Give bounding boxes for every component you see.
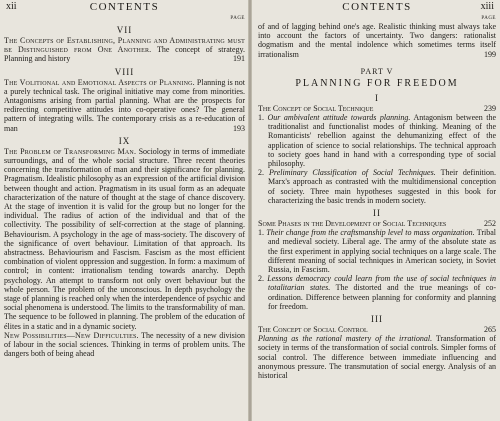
item-text: Transformation of society in terms of the transformation of social controls. Simpler forms of social control. The difference between immediate influencing and anonymous pressure. The transmutation of social energy. Analysis of an historical (258, 334, 496, 381)
section-number: III (371, 314, 383, 325)
item-text: Tribal and medieval society. Liberal age. The army of the absolute state as the first experiment in applying social techniques on a large scale. The different meaning of social techniques in American society, in Soviet Russia, in Fascism. (268, 228, 497, 275)
section-heading (258, 104, 496, 113)
part-title: PLANNING FOR FREEDOM (295, 77, 459, 89)
section-item (258, 168, 496, 205)
item-number: 1. (258, 228, 264, 238)
section-page-ref: 265 (484, 325, 496, 335)
right-page-number: xiii (480, 1, 494, 12)
chapter-number: VII (116, 25, 133, 35)
chapter-description: Planning is not a purely technical task. The original initiative may come from minorities. Antagonisms arising from partial planning. What are the prospects for redirecting competitive attitudes into co-operative ones? The general pattern of integrating wills. The contemporary crisis as a re-education of man (4, 77, 245, 133)
chapter-description: The necessity of a new division of labour in the social sciences. Thinking in terms of problem units. The dangers both of being ahead (4, 330, 245, 359)
right-page (252, 0, 500, 421)
section-i (258, 93, 496, 205)
chapter-title: The Problem of Transforming Man. (4, 146, 137, 156)
continuation-page-ref: 199 (484, 49, 496, 59)
item-number: 1. (258, 113, 264, 123)
chapter-title: The Volitional and Emotional Aspects of Planning. (4, 77, 195, 87)
page-column-label: PAGE (481, 16, 496, 21)
continuation-entry (258, 22, 496, 59)
left-page (0, 0, 248, 421)
section-page-ref: 239 (484, 103, 496, 113)
part-label: PART V (360, 66, 394, 76)
left-running-head (4, 0, 245, 16)
item-number: 2. (258, 168, 264, 178)
item-lead: Preliminary Classification of Social Techniques. (269, 168, 436, 178)
section-item (258, 113, 496, 168)
item-lead: Planning as the rational mastery of the irrational. (258, 334, 433, 344)
item-lead: Our ambivalent attitude towards planning. (267, 113, 411, 123)
left-running-title: CONTENTS (89, 1, 160, 13)
section-number: II (373, 208, 381, 219)
chapter-subtitle: New Possibilities—New Difficulties. (4, 330, 139, 340)
chapter-vii (4, 16, 245, 64)
section-number: I (375, 92, 379, 103)
section-heading (258, 325, 496, 334)
chapter-description: The concept of strategy. Planning and history (4, 45, 245, 64)
section-item (258, 334, 496, 380)
section-iii (258, 314, 496, 380)
item-lead: Their change from the craftsmanship level to mass organization. (266, 228, 475, 238)
chapter-entry-continued (4, 331, 245, 359)
continuation-text: of and of lagging behind one's age. Realistic thinking must always take into account the factors of uncertainty. Two dangers: rationalist dogmatism and the mental indolence which sometimes terms itself irrationalism (258, 22, 496, 59)
section-title: The Concept of Social Technique (258, 103, 374, 113)
right-running-head (258, 0, 496, 16)
section-ii (258, 208, 496, 311)
section-title: The Concept of Social Control (258, 325, 368, 335)
chapter-entry (4, 78, 245, 133)
section-heading (258, 219, 496, 228)
chapter-page-ref: 191 (233, 54, 245, 64)
chapter-entry (4, 147, 245, 331)
item-text: Antagonism between the traditionalist and functionalist modes of thinking. Meaning of the Romanticists' rebellion against the dehumanizing effect of the application of science to social relationships. The technical approach to society goes hand in hand with a corresponding type of social philosophy. (268, 113, 497, 169)
item-lead: Lessons democracy could learn from the use of social techniques in totalitarian states. (267, 274, 496, 293)
item-text: Their definition. Marx's approach as contrasted with the multidimensional conception of society. Three main hypotheses suggested in this book for characterizing the basic trends in modern society. (268, 168, 496, 205)
section-title: Some Phases in the Development of Social Techniques (258, 219, 447, 229)
chapter-title: The Concepts of Establishing, Planning and Administrating must be Distinguished from One Another. (4, 36, 245, 55)
item-text: The distorted and the true meanings of co-ordination. Difference between planning for conformity and planning for freedom. (268, 283, 497, 311)
chapter-description: Sociology in terms of immediate surroundings, and of the whole social structure. Three recent theories concerning the transformation of man and their significance for planning. Pragmatism. Idealistic philosophy as an expression of the artificial division between thought and action. Pragmatism in its usual form as an adequate characterization of the nature of thought at the stage of chance discovery. At the stage of invention it is valid for the group but no longer for the individual. The radius of action of the individual and that of the collectivity. The possibility of self-correction at the stage of planning. Behaviourism. A psychology in the age of mass-society. The discovery of the significance of overt behaviour. Limitation of that approach. Its abstractness. Behaviourism and Fascism. Fascism as the most efficient combination of violent oppression and suggestion. In form: a maximum of control; in content: irrationalism tending towards anarchy. Depth psychology. An attempt to transform not only overt behaviour but the whole person. The problem of the unconscious. In depth psychology the stage of planning is reached only when the interdependence of psychic and social phenomena is understood. The limits to the transformability of man. The sequence to be followed in planning. The problem of the education of élites in a static and in a dynamic society. (4, 146, 245, 331)
section-item (258, 274, 496, 311)
page-column-label: PAGE (230, 16, 245, 21)
chapter-ix (4, 136, 245, 359)
section-page-ref: 252 (484, 219, 496, 229)
chapter-viii (4, 67, 245, 133)
chapter-entry (4, 36, 245, 64)
chapter-page-ref: 193 (233, 123, 245, 133)
section-item (258, 228, 496, 274)
left-page-number: xii (6, 1, 17, 12)
chapter-number: VIII (114, 66, 135, 77)
right-running-title: CONTENTS (342, 1, 412, 13)
item-number: 2. (258, 274, 264, 284)
chapter-number: IX (118, 135, 131, 146)
